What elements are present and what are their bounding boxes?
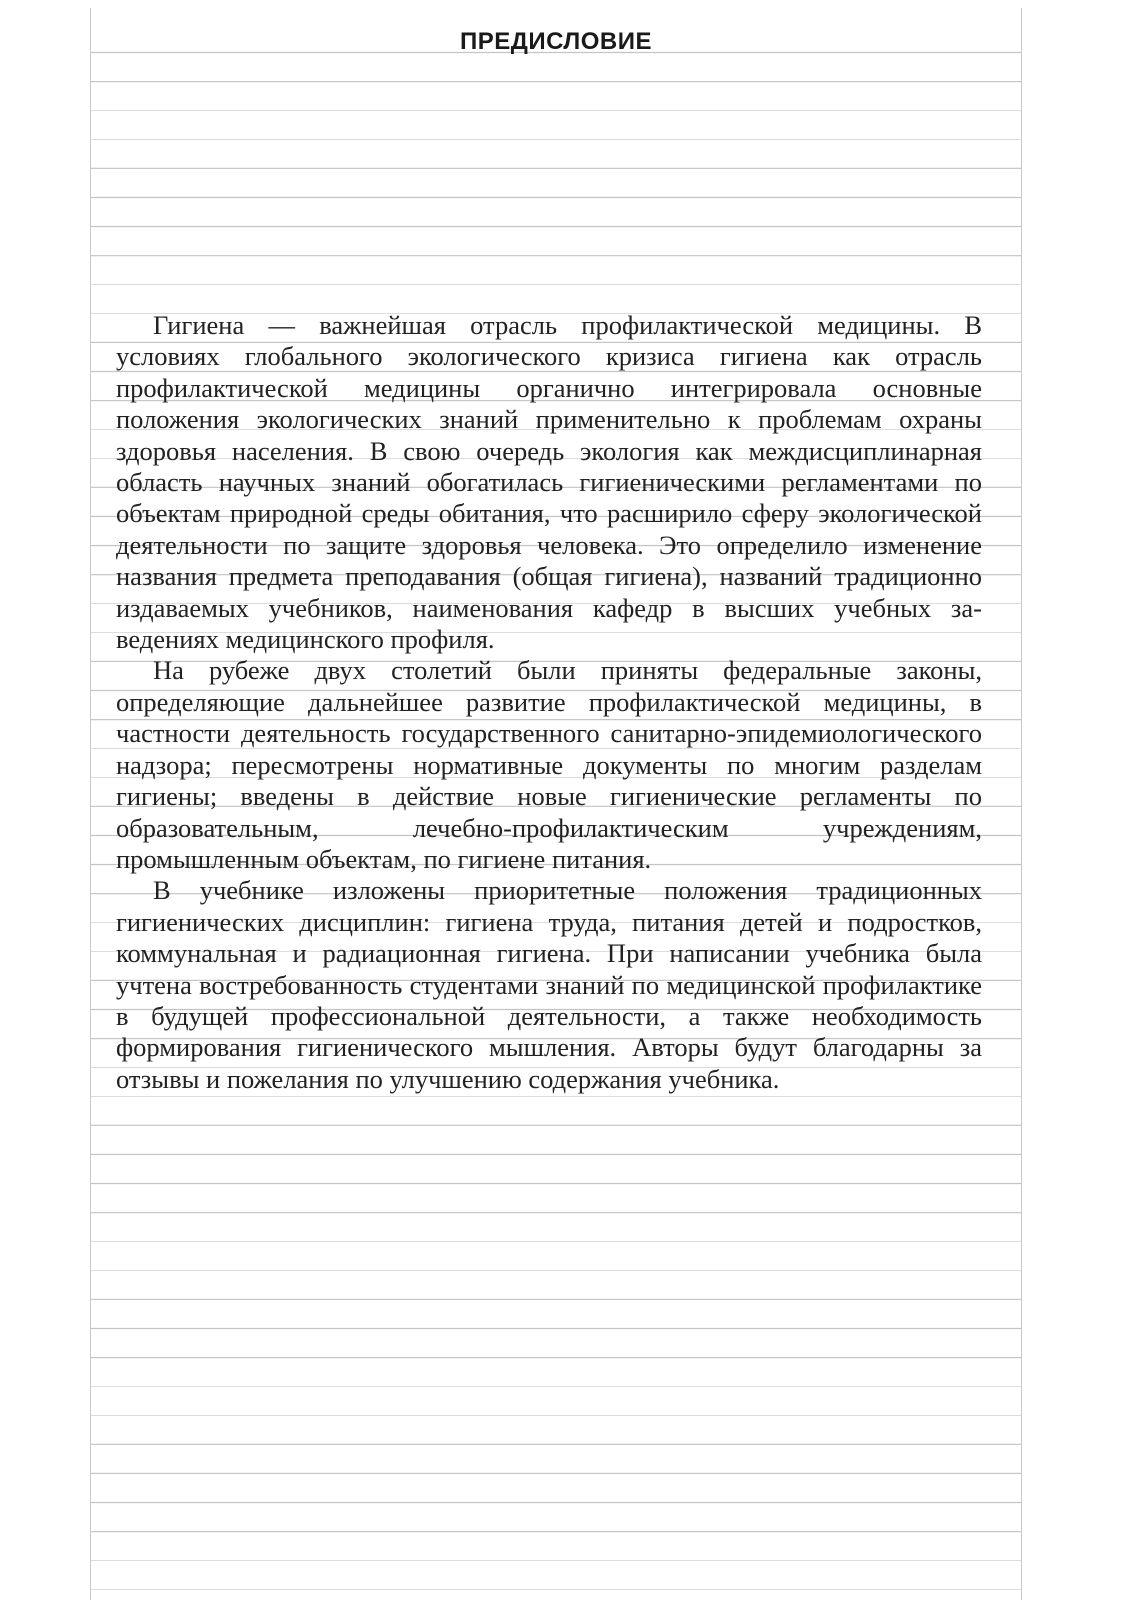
page-title: ПРЕДИСЛОВИЕ: [460, 28, 652, 55]
paragraph-3: В учебнике изложены приоритетные положения традиционных гигиенических дисциплин: гигиена труда, питания детей и подростков, коммунальная и радиационная гигиена. При написании учебника была учтена востребованность студентами знаний по медицинской профилактике в будущей профессиональной деятельности, а также необходимость формирования гигиенического мышления. Авторы будут благодарны за отзывы и пожелания по улучшению содержания учебника.: [116, 875, 982, 1094]
paragraph-2: На рубеже двух столетий были приняты федеральные законы, определяющие дальнейшее развитие профилактической медицины, в частности деятельность государственного санитарно-эпидемиологического надзора; пересмотрены нормативные документы по многим разделам гигиены; введены в действие новые гигиенические регламенты по образовательным, лечебно-профилактическим учреждениям, промышленным объектам, по гигиене питания.: [116, 655, 982, 874]
preface-body: [116, 310, 982, 1095]
paragraph-1: Гигиена — важнейшая отрасль профилактической медицины. В условиях глобального экологического кризиса гигиена как отрасль профилактической медицины органично интегрировала основные положения экологических знаний применительно к проблемам охраны здоровья населения. В свою очередь экология как междисциплинарная область научных знаний обогатилась гигиеническими регламентами по объектам природной среды обитания, что расширило сферу экологической деятельности по защите здоровья человека. Это определило изменение названия предмета преподавания (общая гигиена), названий традиционно издаваемых учебников, наименования кафедр в высших учебных заведениях медицинского профиля.: [116, 310, 982, 655]
